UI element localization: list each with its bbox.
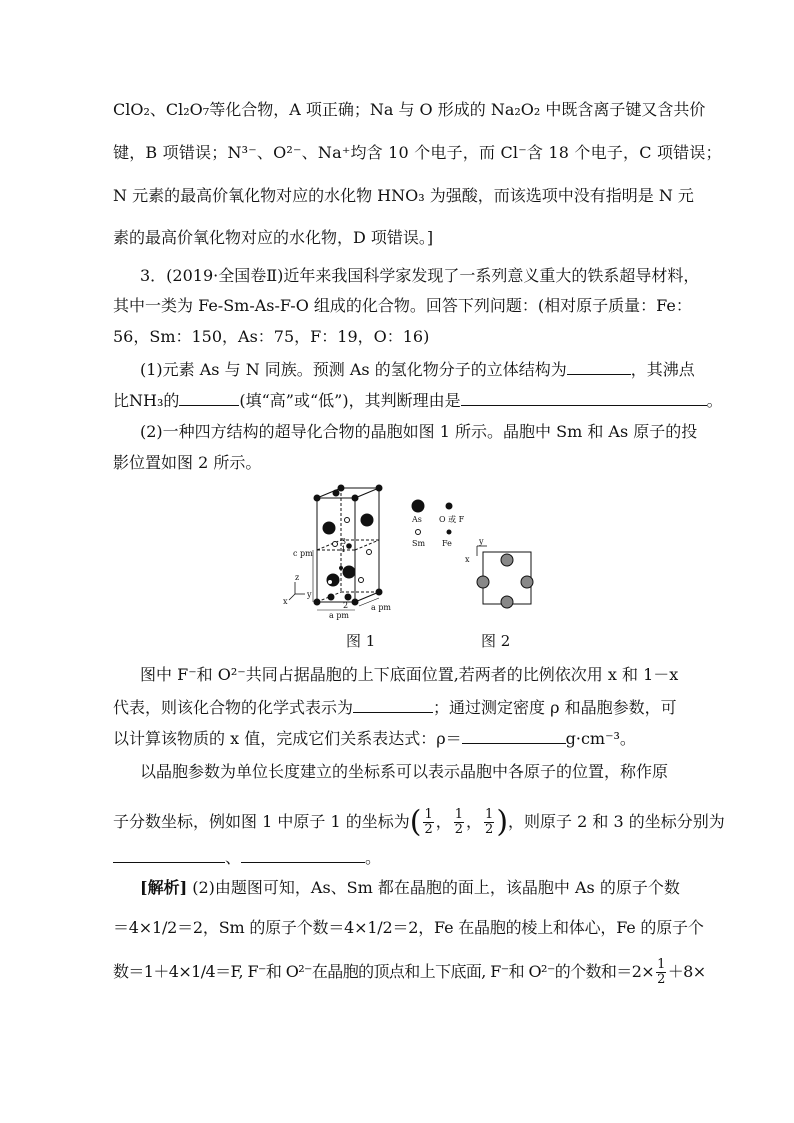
atom-3-label: 3 bbox=[341, 537, 347, 546]
after-fig-text-c: 以计算该物质的 x 值，完成它们关系表达式：ρ＝ bbox=[113, 729, 462, 748]
para1-line3: N 元素的最高价氧化物对应的水化物 HNO₃ 为强酸，而该选项中没有指明是 N 元 bbox=[113, 186, 694, 205]
analysis-tag: [解析] bbox=[140, 878, 188, 897]
crystal-cell-figure bbox=[283, 484, 473, 624]
analysis-line1 bbox=[140, 878, 680, 898]
legend-fe: Fe bbox=[442, 539, 452, 548]
q3-part1-text-a: (1)元素 As 与 N 同族。预测 As 的氢化物分子的立体结构为 bbox=[140, 360, 567, 379]
after-fig-line3 bbox=[113, 727, 636, 749]
after-fig-line2 bbox=[113, 696, 677, 718]
para1-line1: ClO₂、Cl₂O₇等化合物，A 项正确；Na 与 O 形成的 Na₂O₂ 中既含离子键又含共价 bbox=[113, 100, 706, 119]
after-fig-line1: 图中 F⁻和 O²⁻共同占据晶胞的上下底面位置,若两者的比例依次用 x 和 1－x bbox=[140, 665, 679, 684]
fig2-caption: 图 2 bbox=[481, 632, 511, 650]
answer-blank-formula[interactable] bbox=[353, 696, 433, 713]
q3-line2: 其中一类为 Fe-Sm-As-F-O 组成的化合物。回答下列问题：(相对原子质量：Fe： bbox=[113, 296, 692, 315]
q3-part2-line2: 影位置如图 2 所示。 bbox=[113, 453, 262, 472]
after-fig-line6 bbox=[113, 846, 381, 868]
after-fig-line4: 以晶胞参数为单位长度建立的坐标系可以表示晶胞中各原子的位置，称作原 bbox=[140, 762, 669, 781]
axis-y-label: y bbox=[307, 590, 312, 599]
q3-part1-text-d: (填“高”或“低”)，其判断理由是 bbox=[239, 391, 461, 410]
after-fig-text-a: 代表，则该化合物的化学式表示为 bbox=[113, 698, 354, 717]
answer-blank-boiling[interactable] bbox=[179, 389, 239, 406]
analysis-text-3b: ＋8× bbox=[667, 962, 706, 981]
fraction-half-3: $\frac{1}{2}$ bbox=[485, 807, 494, 837]
q3-part1-line1 bbox=[140, 358, 695, 380]
after-fig-text-e: 子分数坐标，例如图 1 中原子 1 的坐标为 bbox=[113, 812, 410, 831]
para1-line4: 素的最高价氧化物对应的水化物，D 项错误。] bbox=[113, 228, 434, 247]
para1-line2: 键，B 项错误；N³⁻、O²⁻、Na⁺均含 10 个电子，而 Cl⁻含 18 个电子，C 项错误； bbox=[113, 143, 722, 162]
q3-part1-text-e: 。 bbox=[706, 391, 723, 410]
legend-sm: Sm bbox=[412, 539, 426, 548]
q3-part1-text-c: 比NH₃的 bbox=[113, 391, 180, 410]
a-pm-label-1: a pm bbox=[329, 611, 350, 620]
axis-z-label: z bbox=[295, 573, 300, 582]
fraction-half-1: $\frac{1}{2}$ bbox=[424, 807, 433, 837]
a-pm-label-2: a pm bbox=[371, 603, 392, 612]
analysis-text-3a: 数＝1＋4×1/4＝F, F⁻和 O²⁻在晶胞的顶点和上下底面, F⁻和 O²⁻的个数和＝2× bbox=[113, 962, 655, 981]
answer-blank-structure[interactable] bbox=[567, 358, 631, 375]
after-fig-line5: 子分数坐标，例如图 1 中原子 1 的坐标为( $\frac{1}{2}$ ， $\frac{1}{2}$ ， $\frac{1}{2}$ )，则原子 2 和 3 的坐标分别为 bbox=[113, 804, 725, 840]
legend-as: As bbox=[412, 515, 422, 524]
fraction-half-2: $\frac{1}{2}$ bbox=[454, 807, 464, 837]
analysis-line2: ＝4×1/2＝2，Sm 的原子个数＝4×1/2＝2，Fe 在晶胞的棱上和体心，Fe 的原子个 bbox=[113, 918, 704, 937]
analysis-line3 bbox=[113, 952, 706, 992]
projection-figure bbox=[465, 538, 545, 614]
proj-axis-y: y bbox=[479, 538, 484, 546]
axis-x-label: x bbox=[283, 597, 288, 606]
answer-blank-density[interactable] bbox=[462, 727, 566, 744]
c-pm-label: c pm bbox=[293, 549, 313, 558]
proj-axis-x: x bbox=[465, 555, 470, 564]
after-fig-text-d: g·cm⁻³。 bbox=[565, 729, 636, 748]
answer-blank-atom3[interactable] bbox=[241, 846, 365, 863]
answer-blank-atom2[interactable] bbox=[113, 846, 225, 863]
fraction-half-analysis: $\frac{1}{2}$ bbox=[657, 957, 665, 987]
q3-part1-line2 bbox=[113, 389, 723, 411]
after-fig-text-b: ；通过测定密度 ρ 和晶胞参数，可 bbox=[433, 698, 677, 717]
q3-part1-text-b: ，其沸点 bbox=[630, 360, 695, 379]
atom-2-label: 2 bbox=[343, 601, 349, 610]
separator: 、 bbox=[225, 848, 242, 867]
q3-part2-line1: (2)一种四方结构的超导化合物的晶胞如图 1 所示。晶胞中 Sm 和 As 原子的投 bbox=[140, 422, 698, 441]
answer-blank-reason[interactable] bbox=[461, 389, 707, 406]
fig1-caption: 图 1 bbox=[346, 632, 376, 650]
q3-line1: 3．(2019·全国卷Ⅱ)近年来我国科学家发现了一系列意义重大的铁系超导材料， bbox=[140, 266, 700, 285]
legend-o-or-f: O 或 F bbox=[439, 515, 465, 524]
after-fig-text-f: ，则原子 2 和 3 的坐标分别为 bbox=[508, 812, 725, 831]
line-end: 。 bbox=[365, 848, 382, 867]
analysis-text-1: (2)由题图可知，As、Sm 都在晶胞的面上，该晶胞中 As 的原子个数 bbox=[187, 878, 680, 897]
atom-1-label: 1 bbox=[341, 545, 347, 554]
q3-line3: 56，Sm：150，As：75，F：19，O：16) bbox=[113, 327, 430, 346]
